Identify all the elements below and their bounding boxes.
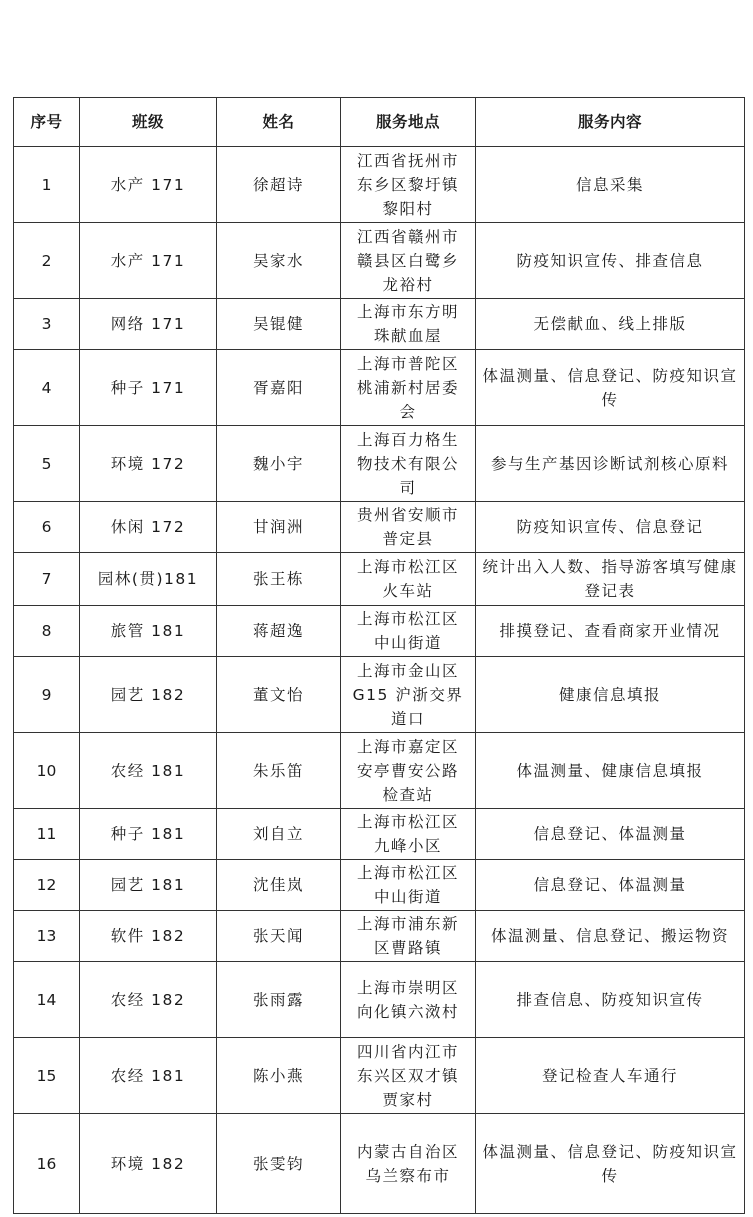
cell-location: 上海市松江区中山街道 <box>341 606 476 657</box>
table-row <box>14 426 745 502</box>
header-name: 姓名 <box>217 98 341 147</box>
table-body <box>14 147 745 1214</box>
cell-no: 6 <box>14 502 80 553</box>
cell-no: 4 <box>14 350 80 426</box>
table-row <box>14 1114 745 1214</box>
cell-service: 健康信息填报 <box>476 657 745 733</box>
table-row <box>14 299 745 350</box>
cell-location: 上海市嘉定区安亭曹安公路检查站 <box>341 733 476 809</box>
cell-name: 吴家水 <box>217 223 341 299</box>
cell-service: 防疫知识宣传、排查信息 <box>476 223 745 299</box>
cell-no: 1 <box>14 147 80 223</box>
cell-name: 朱乐笛 <box>217 733 341 809</box>
cell-no: 10 <box>14 733 80 809</box>
cell-name: 蒋超逸 <box>217 606 341 657</box>
cell-no: 15 <box>14 1038 80 1114</box>
cell-service: 无偿献血、线上排版 <box>476 299 745 350</box>
table-row <box>14 502 745 553</box>
cell-service: 统计出入人数、指导游客填写健康登记表 <box>476 553 745 606</box>
cell-location: 上海市松江区九峰小区 <box>341 809 476 860</box>
cell-name: 魏小宇 <box>217 426 341 502</box>
header-no: 序号 <box>14 98 80 147</box>
cell-name: 甘润洲 <box>217 502 341 553</box>
cell-name: 张王栋 <box>217 553 341 606</box>
cell-no: 9 <box>14 657 80 733</box>
cell-service: 登记检查人车通行 <box>476 1038 745 1114</box>
cell-service: 体温测量、健康信息填报 <box>476 733 745 809</box>
cell-no: 13 <box>14 911 80 962</box>
cell-location: 上海市东方明珠献血屋 <box>341 299 476 350</box>
cell-name: 胥嘉阳 <box>217 350 341 426</box>
table-row <box>14 553 745 606</box>
cell-class: 旅管 181 <box>80 606 217 657</box>
cell-class: 软件 182 <box>80 911 217 962</box>
cell-no: 7 <box>14 553 80 606</box>
cell-no: 5 <box>14 426 80 502</box>
table-row <box>14 911 745 962</box>
table-row <box>14 147 745 223</box>
cell-class: 种子 181 <box>80 809 217 860</box>
cell-name: 吴锟健 <box>217 299 341 350</box>
cell-location: 上海百力格生物技术有限公司 <box>341 426 476 502</box>
cell-no: 14 <box>14 962 80 1038</box>
cell-service: 信息采集 <box>476 147 745 223</box>
cell-name: 刘自立 <box>217 809 341 860</box>
cell-service: 排摸登记、查看商家开业情况 <box>476 606 745 657</box>
cell-location: 江西省赣州市赣县区白鹭乡龙裕村 <box>341 223 476 299</box>
cell-name: 徐超诗 <box>217 147 341 223</box>
cell-name: 张天闻 <box>217 911 341 962</box>
cell-class: 园艺 182 <box>80 657 217 733</box>
table-row <box>14 733 745 809</box>
table-row <box>14 350 745 426</box>
cell-class: 农经 181 <box>80 1038 217 1114</box>
cell-service: 防疫知识宣传、信息登记 <box>476 502 745 553</box>
cell-service: 体温测量、信息登记、搬运物资 <box>476 911 745 962</box>
cell-service: 体温测量、信息登记、防疫知识宣传 <box>476 350 745 426</box>
cell-location: 上海市松江区中山街道 <box>341 860 476 911</box>
cell-class: 水产 171 <box>80 223 217 299</box>
cell-class: 网络 171 <box>80 299 217 350</box>
cell-service: 体温测量、信息登记、防疫知识宣传 <box>476 1114 745 1214</box>
cell-class: 农经 182 <box>80 962 217 1038</box>
cell-name: 沈佳岚 <box>217 860 341 911</box>
cell-class: 休闲 172 <box>80 502 217 553</box>
cell-class: 水产 171 <box>80 147 217 223</box>
header-class: 班级 <box>80 98 217 147</box>
table-row <box>14 223 745 299</box>
cell-no: 11 <box>14 809 80 860</box>
cell-class: 农经 181 <box>80 733 217 809</box>
table-row <box>14 860 745 911</box>
header-service: 服务内容 <box>476 98 745 147</box>
cell-name: 董文怡 <box>217 657 341 733</box>
cell-class: 环境 172 <box>80 426 217 502</box>
cell-name: 张雨露 <box>217 962 341 1038</box>
cell-no: 8 <box>14 606 80 657</box>
cell-class: 种子 171 <box>80 350 217 426</box>
cell-location: 上海市浦东新区曹路镇 <box>341 911 476 962</box>
cell-name: 陈小燕 <box>217 1038 341 1114</box>
cell-no: 3 <box>14 299 80 350</box>
cell-location: 上海市崇明区向化镇六滧村 <box>341 962 476 1038</box>
cell-location: 上海市松江区火车站 <box>341 553 476 606</box>
cell-location: 上海市金山区 G15 沪浙交界道口 <box>341 657 476 733</box>
cell-location: 上海市普陀区桃浦新村居委会 <box>341 350 476 426</box>
cell-service: 排查信息、防疫知识宣传 <box>476 962 745 1038</box>
cell-service: 信息登记、体温测量 <box>476 860 745 911</box>
cell-no: 16 <box>14 1114 80 1214</box>
table-header <box>14 98 745 147</box>
table-row <box>14 962 745 1038</box>
cell-location: 四川省内江市东兴区双才镇贾家村 <box>341 1038 476 1114</box>
table-row <box>14 1038 745 1114</box>
cell-service: 信息登记、体温测量 <box>476 809 745 860</box>
table-row <box>14 809 745 860</box>
header-row <box>14 98 745 147</box>
cell-name: 张雯钧 <box>217 1114 341 1214</box>
cell-class: 环境 182 <box>80 1114 217 1214</box>
table-row <box>14 657 745 733</box>
cell-no: 12 <box>14 860 80 911</box>
table-row <box>14 606 745 657</box>
cell-class: 园林(贯)181 <box>80 553 217 606</box>
cell-no: 2 <box>14 223 80 299</box>
cell-location: 江西省抚州市东乡区黎圩镇黎阳村 <box>341 147 476 223</box>
header-location: 服务地点 <box>341 98 476 147</box>
cell-class: 园艺 181 <box>80 860 217 911</box>
cell-service: 参与生产基因诊断试剂核心原料 <box>476 426 745 502</box>
volunteer-service-table <box>13 97 745 1214</box>
cell-location: 贵州省安顺市普定县 <box>341 502 476 553</box>
cell-location: 内蒙古自治区乌兰察布市 <box>341 1114 476 1214</box>
